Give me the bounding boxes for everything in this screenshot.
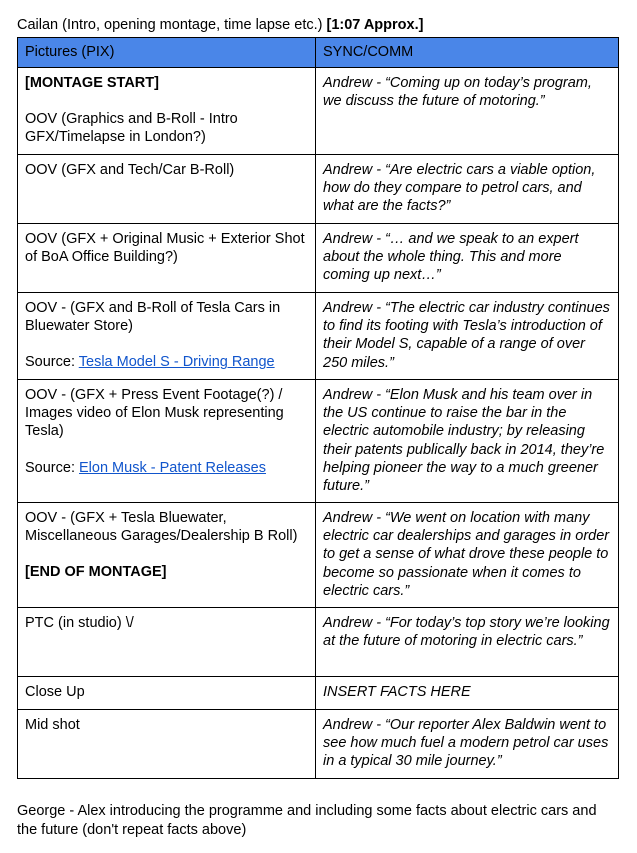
source-line [25, 353, 308, 371]
pix-cell: OOV (GFX + Original Music + Exterior Shot of BoA Office Building?) [18, 224, 316, 293]
heading-text: Cailan (Intro, opening montage, time lapse etc.) [17, 17, 327, 33]
table-row [18, 293, 619, 380]
montage-start-label: [MONTAGE START] [25, 75, 159, 91]
comm-cell: Andrew - “Elon Musk and his team over in the US continue to raise the bar in the electric automobile industry; by releasing their patents publically back in 2014, they’re helping pioneer the way to a much greener future.” [316, 380, 619, 503]
source-line [25, 459, 308, 477]
insert-facts-cell: INSERT FACTS HERE [316, 677, 619, 710]
heading-duration: [1:07 Approx.] [326, 17, 424, 33]
table-row [18, 608, 619, 677]
pix-text: OOV - (GFX + Tesla Bluewater, Miscellaneous Garages/Dealership B Roll) [25, 510, 298, 545]
footer-note: George - Alex introducing the programme and including some facts about electric cars and the future (don't repeat facts above) [17, 803, 597, 838]
header-sync-comm: SYNC/COMM [316, 38, 619, 68]
table-row [18, 503, 619, 608]
pix-text: OOV - (GFX + Press Event Footage(?) / Images video of Elon Musk representing Tesla) [25, 387, 284, 440]
comm-cell: Andrew - “… and we speak to an expert about the whole thing. This and more coming up next…” [316, 224, 619, 293]
comm-cell: Andrew - “We went on location with many electric car dealerships and garages in order to get a sense of what drove these people to become so passionate when it comes to electric cars.” [316, 503, 619, 608]
pix-cell [18, 68, 316, 155]
table-row [18, 155, 619, 224]
pix-cell [18, 293, 316, 380]
table-row [18, 677, 619, 710]
pix-text: OOV (Graphics and B-Roll - Intro GFX/Timelapse in London?) [25, 111, 238, 146]
table-row [18, 710, 619, 779]
pix-cell: Mid shot [18, 710, 316, 779]
comm-cell: Andrew - “For today’s top story we’re looking at the future of motoring in electric cars.” [316, 608, 619, 677]
table-row [18, 224, 619, 293]
montage-end-label: [END OF MONTAGE] [25, 564, 167, 581]
pix-cell: OOV (GFX and Tech/Car B-Roll) [18, 155, 316, 224]
table-row [18, 380, 619, 503]
pix-text: OOV - (GFX and B-Roll of Tesla Cars in Bluewater Store) [25, 300, 281, 335]
pix-cell: PTC (in studio) \/ [18, 608, 316, 677]
pix-cell: Close Up [18, 677, 316, 710]
source-link-elon-musk-patents[interactable]: Elon Musk - Patent Releases [79, 459, 266, 476]
comm-cell: Andrew - “The electric car industry continues to find its footing with Tesla’s introduction of their Model S, capable of a range of over 250 miles.” [316, 293, 619, 380]
comm-cell: Andrew - “Are electric cars a viable option, how do they compare to petrol cars, and what are the facts?” [316, 155, 619, 224]
table-header-row [18, 38, 619, 68]
source-label: Source: [25, 459, 79, 476]
source-label: Source: [25, 354, 79, 371]
header-pictures: Pictures (PIX) [18, 38, 316, 68]
pix-cell [18, 380, 316, 503]
source-link-tesla-model-s[interactable]: Tesla Model S - Driving Range [78, 354, 275, 371]
comm-cell: Andrew - “Coming up on today’s program, we discuss the future of motoring.” [316, 68, 619, 155]
pix-cell [18, 503, 316, 608]
script-table [17, 37, 619, 779]
table-row [18, 68, 619, 155]
comm-cell: Andrew - “Our reporter Alex Baldwin went to see how much fuel a modern petrol car uses in a typical 30 mile journey.” [316, 710, 619, 779]
section-heading [17, 15, 423, 35]
